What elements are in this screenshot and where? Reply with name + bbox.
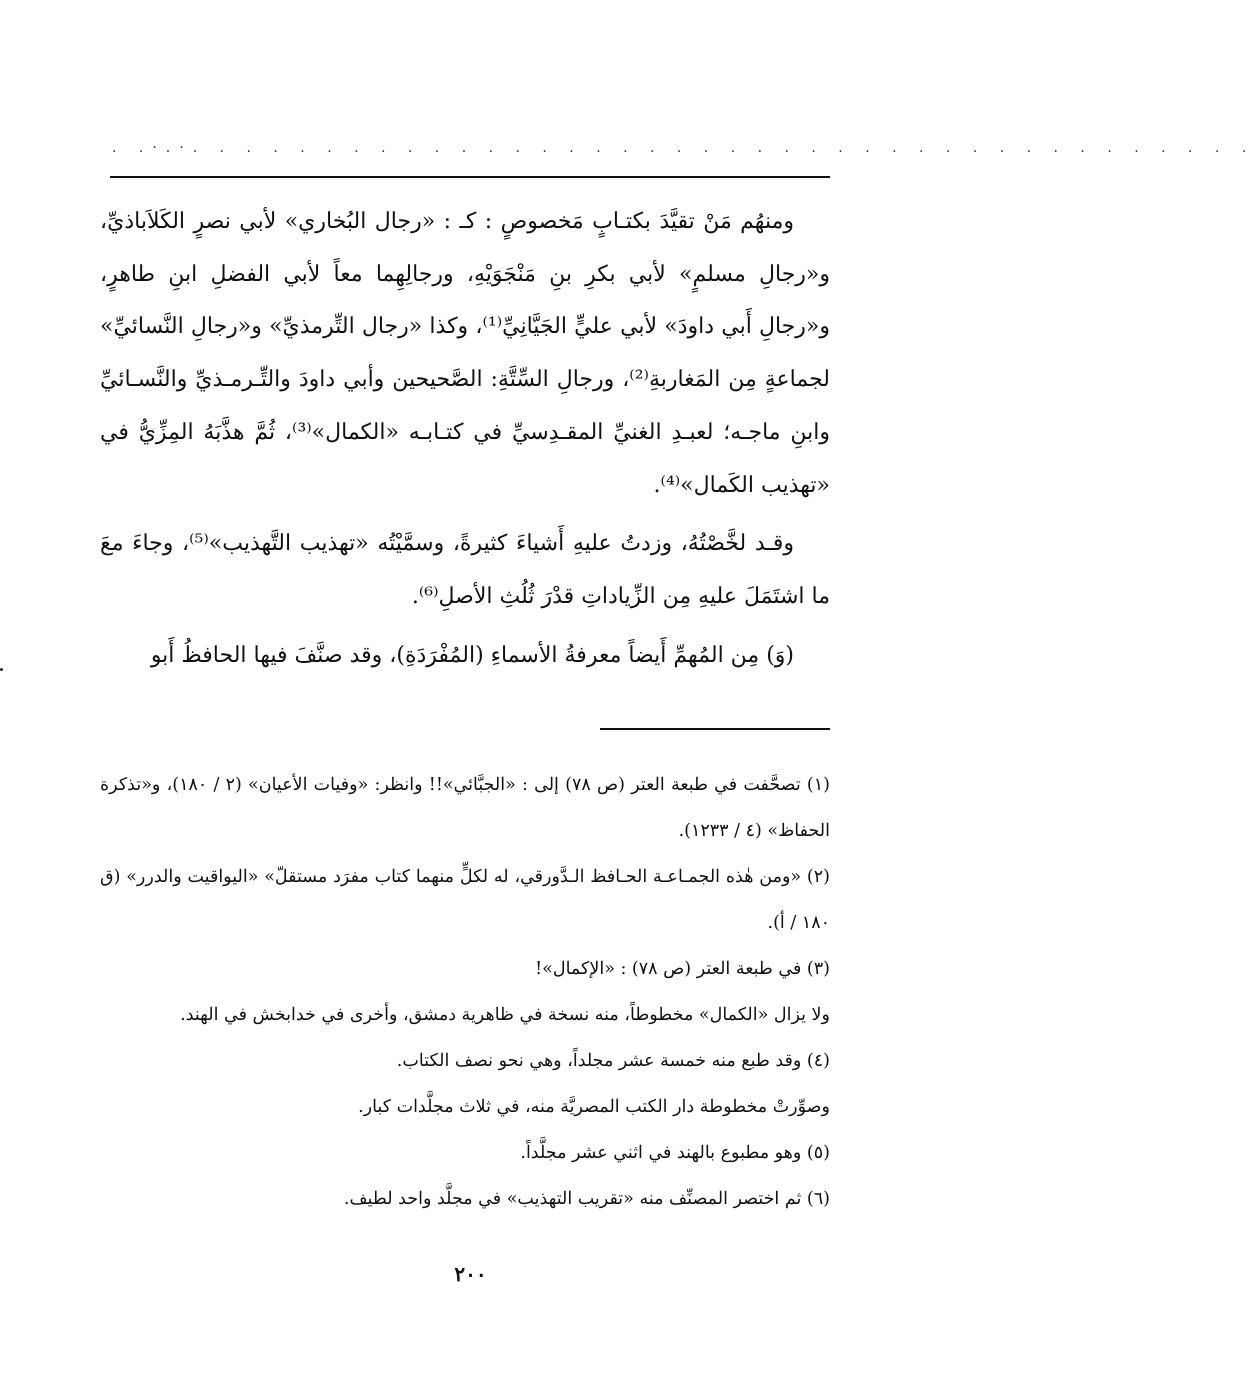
margin-mark xyxy=(0,668,3,671)
paragraph-1: ومنهُم مَنْ تقيَّدَ بكتـابٍ مَخصوصٍ : كـ : «رجال البُخاري» لأبي نصرٍ الكَلاَباذيِّ، و«رجالِ مسلمٍ» لأبي بكرِ بنِ مَنْجَوَيْهِ، ورجالِهِما معاً لأبي الفضلِ ابنِ طاهرٍ، و«رجالِ أَبي داودَ» لأبي عليٍّ الجَيَّانِيِّ⁽¹⁾، وكذا «رجال التِّرمذيِّ» و«رجالِ النَّسائيِّ» لجماعةٍ مِن المَغاربةِ⁽²⁾، ورجالِ السِّتَّةِ: الصَّحيحين وأبي داودَ والتِّـرمـذيِّ والنَّسـائيِّ وابنِ ماجـه؛ لعبـدِ الغنيِّ المقـدِسيِّ في كتـابـه «الكمال»⁽³⁾، ثُمَّ هذَّبَهُ المِزِّيُّ في «تهذيب الكَمال»⁽⁴⁾. xyxy=(100,209,830,498)
page-number: ٢٠٠ xyxy=(454,1262,487,1286)
main-text xyxy=(100,196,830,682)
footnote-3-continuation: ولا يزال «الكمال» مخطوطاً، منه نسخة في ظاهرية دمشق، وأخرى في خدابخش في الهند. xyxy=(180,1005,830,1025)
footnote-separator xyxy=(600,728,830,730)
footnotes xyxy=(100,762,830,1222)
header-rule xyxy=(110,176,830,178)
footnote-4: (٤) وقد طبع منه خمسة عشر مجلداً، وهي نحو نصف الكتاب. xyxy=(396,1051,830,1071)
footnote-6: (٦) ثم اختصر المصنِّف منه «تقريب التهذيب» في مجلَّد واحد لطيف. xyxy=(343,1189,830,1209)
paragraph-3: (وَ) مِن المُهمِّ أَيضاً معرفةُ الأسماءِ (المُفْرَدَةِ)، وقد صنَّفَ فيها الحافظُ أَبو xyxy=(150,642,794,668)
footnote-4-continuation: وصوِّرتْ مخطوطة دار الكتب المصريَّة منه، في ثلاث مجلَّدات كبار. xyxy=(358,1097,830,1117)
footnote-2: (٢) «ومن هٰذه الجمـاعـة الحـافظ الـدَّورقي، له لكلٍّ منهما كتاب مفرَد مستقلّ» «اليواقيت والدرر» (ق ١٨٠ / أ). xyxy=(100,867,830,933)
footnote-3: (٣) في طبعة العتر (ص ٧٨) : «الإكمال»! xyxy=(535,959,830,979)
footnote-1: (١) تصحَّفت في طبعة العتر (ص ٧٨) إلى : «الجبَّائي»!! وانظر: «وفيات الأعيان» (٢ / ١٨٠)، و«تذكرة الحفاظ» (٤ / ١٢٣٣). xyxy=(100,775,830,841)
decorative-dotted-line: . .·.·. . . . . . . . . . . . . . . . . . . . . . . . . . . . . . . . . . . . . . . . xyxy=(112,140,1255,156)
footnote-5: (٥) وهو مطبوع بالهند في اثني عشر مجلَّداً. xyxy=(520,1143,830,1163)
paragraph-2: وقـد لخَّصْتُهُ، وزدتُ عليهِ أَشياءَ كثيرةً، وسمَّيْتُه «تهذيب التَّهذيب»⁽⁵⁾، وجاءَ معَ ما اشتَمَلَ عليهِ مِن الزِّياداتِ قدْرَ ثُلُثِ الأصلِ⁽⁶⁾. xyxy=(100,531,830,609)
